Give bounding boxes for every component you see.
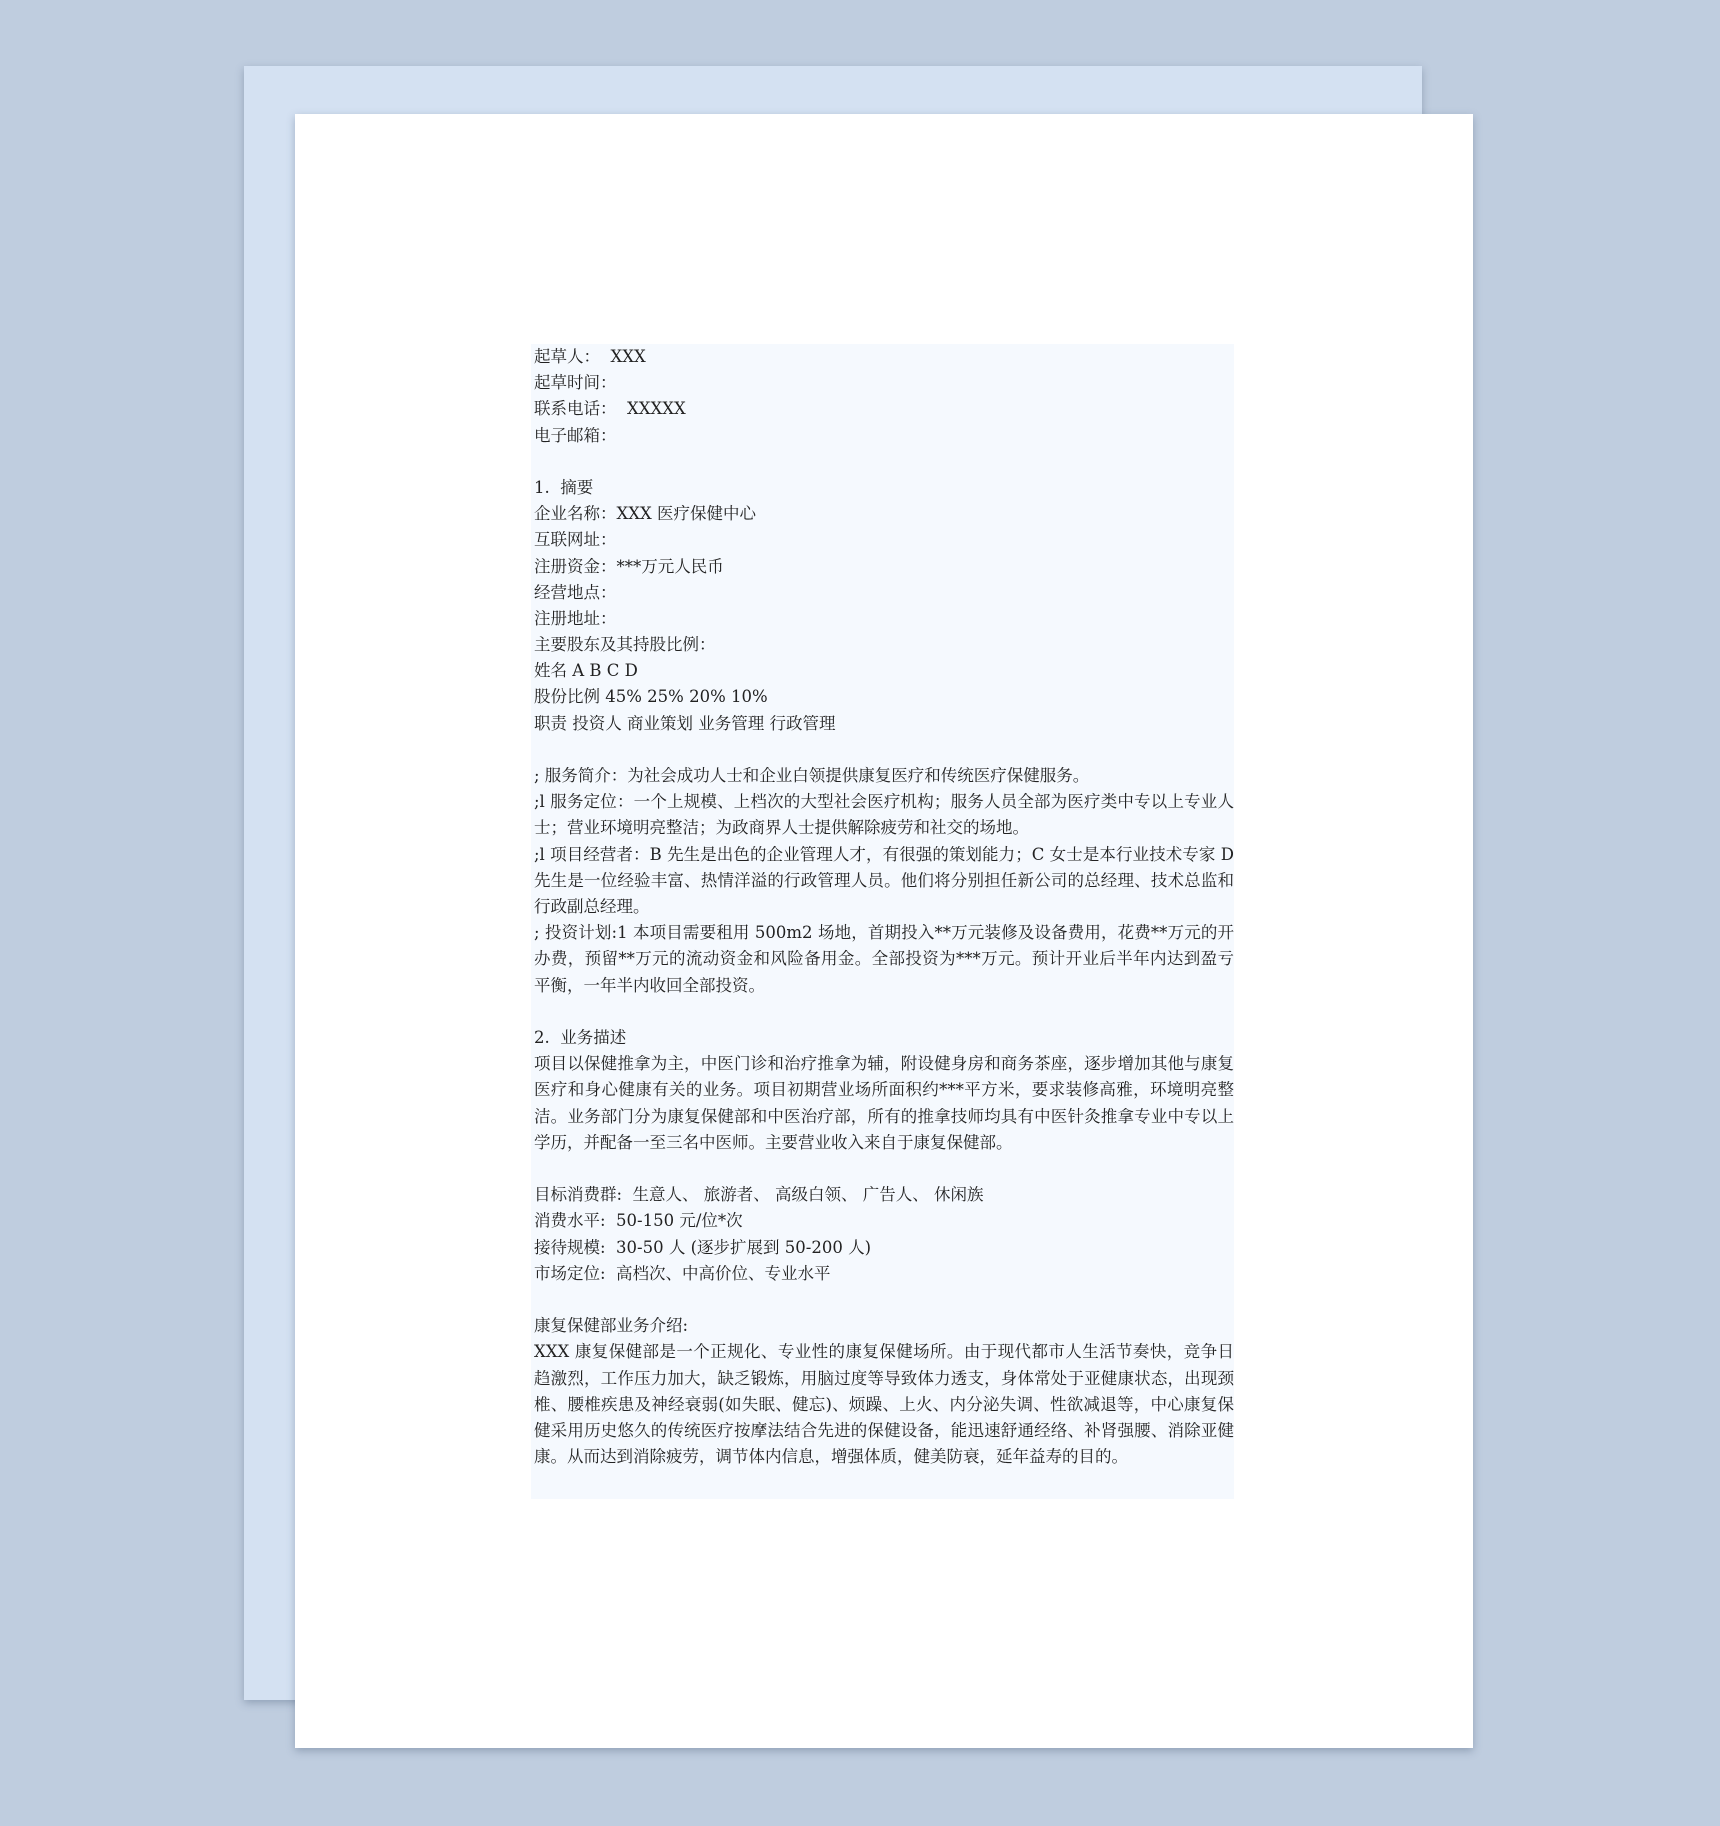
service-intro-paragraph: ; 服务简介：为社会成功人士和企业白领提供康复医疗和传统医疗保健服务。 [534,766,1090,785]
target-customers-line: 目标消费群: 生意人、 旅游者、 高级白领、 广告人、 休闲族 [534,1185,984,1205]
reception-capacity-line: 接待规模: 30-50 人 (逐步扩展到 50-200 人) [534,1237,872,1257]
section-heading-summary: 1. 摘要 [534,477,594,497]
spacer [534,449,1234,475]
company-name-line: 企业名称：XXX 医疗保健中心 [534,504,756,524]
project-managers-paragraph: ;l 项目经营者：B 先生是出色的企业管理人才，有很强的策划能力；C 女士是本行业技术专家 D 先生是一位经验丰富、热情洋溢的行政管理人员。他们将分别担任新公司的总经理、技术总监和行政副总经理。 [534,844,1234,917]
document-text-block [531,344,1234,1499]
rehab-section-heading: 康复保健部业务介绍: [534,1316,689,1336]
rehab-description-paragraph: XXX 康复保健部是一个正规化、专业性的康复保健场所。由于现代都市人生活节奏快，竞争日趋激烈，工作压力加大，缺乏锻炼，用脑过度等导致体力透支，身体常处于亚健康状态，出现颈椎、腰椎疾患及神经衰弱(如失眠、健忘)、烦躁、上火、内分泌失调、性欲减退等，中心康复保健采用历史悠久的传统医疗按摩法结合先进的保健设备，能迅速舒通经络、补肾强腰、消除亚健康。从而达到消除疲劳，调节体内信息，增强体质，健美防衰，延年益寿的目的。 [534,1342,1234,1467]
market-positioning-line: 市场定位: 高档次、中高价位、专业水平 [534,1263,831,1283]
spacer [534,737,1234,763]
service-positioning-paragraph: ;l 服务定位：一个上规模、上档次的大型社会医疗机构；服务人员全部为医疗类中专以上专业人士；营业环境明亮整洁；为政商界人士提供解除疲劳和社交的场地。 [534,792,1234,838]
section-heading-business: 2. 业务描述 [534,1028,627,1048]
shareholders-heading-line: 主要股东及其持股比例： [534,635,716,655]
website-line: 互联网址： [534,530,617,550]
shareholder-duties-line: 职责 投资人 商业策划 业务管理 行政管理 [534,713,836,733]
spacer [534,1287,1234,1313]
investment-plan-paragraph: ; 投资计划:1 本项目需要租用 500m2 场地，首期投入**万元装修及设备费用，花费**万元的开办费，预留**万元的流动资金和风险备用金。全部投资为***万元。预计开业后半年内达到盈亏平衡，一年半内收回全部投资。 [534,923,1234,995]
shareholder-ratio-line: 股份比例 45% 25% 20% 10% [534,687,768,707]
draft-time-line: 起草时间： [534,373,617,393]
consumption-level-line: 消费水平: 50-150 元/位*次 [534,1211,743,1231]
business-description-paragraph: 项目以保健推拿为主，中医门诊和治疗推拿为辅，附设健身房和商务茶座，逐步增加其他与康复医疗和身心健康有关的业务。项目初期营业场所面积约***平方米，要求装修高雅，环境明亮整洁。业务部门分为康复保健部和中医治疗部，所有的推拿技师均具有中医针灸推拿专业中专以上学历，并配备一至三名中医师。主要营业收入来自于康复保健部。 [534,1054,1234,1152]
spacer [534,1156,1234,1182]
email-line: 电子邮箱： [534,425,617,445]
drafter-line: 起草人： XXX [534,347,646,366]
registered-capital-line: 注册资金：***万元人民币 [534,556,724,576]
shareholder-names-line: 姓名 A B C D [534,661,638,681]
phone-line: 联系电话： XXXXX [534,399,686,419]
business-location-line: 经营地点： [534,582,617,602]
spacer [534,999,1234,1025]
registered-address-line: 注册地址： [534,608,617,628]
